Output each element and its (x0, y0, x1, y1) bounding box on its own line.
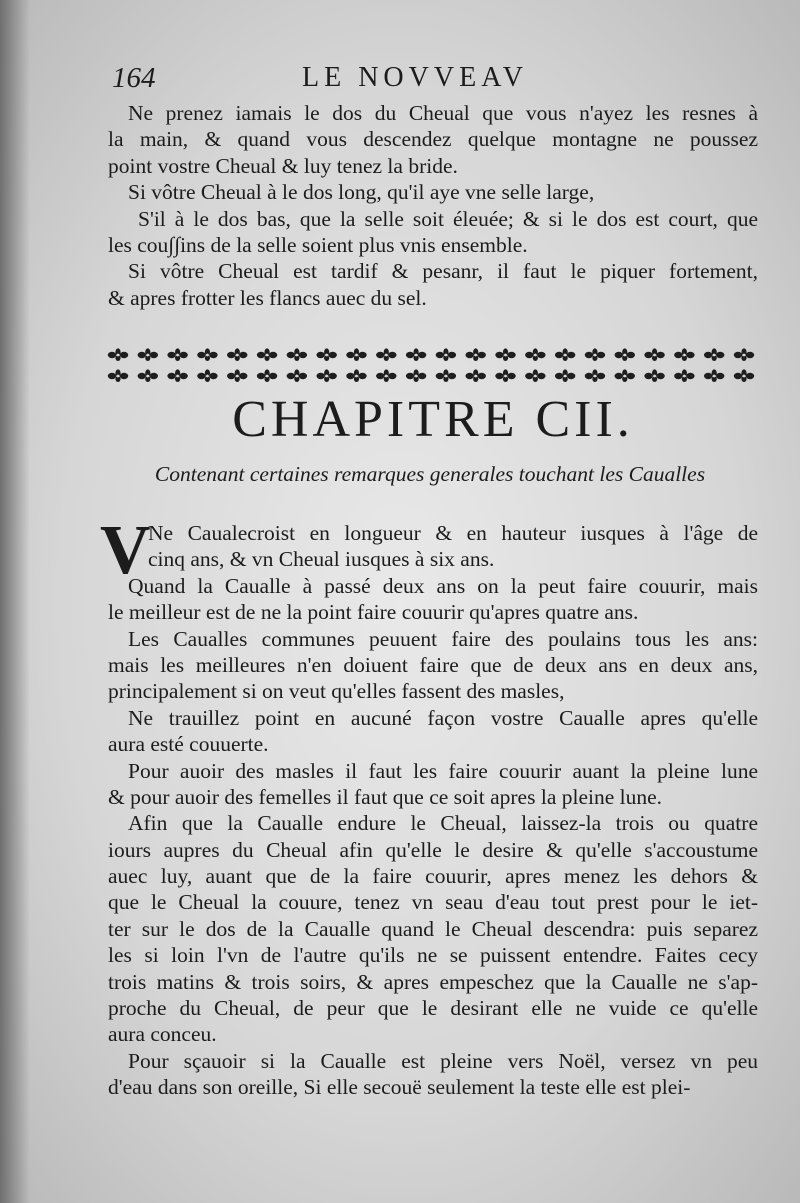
fleuron-ornament (287, 348, 307, 361)
text-line: le meilleur est de ne la point faire couurir qu'apres quatre ans. (108, 600, 639, 625)
text-line: iours aupres du Cheual afin qu'elle le desire & qu'elle s'accoustume (108, 837, 758, 862)
fleuron-ornament (585, 369, 605, 382)
fleuron-ornament (734, 348, 754, 361)
text-line: point vostre Cheual & luy tenez la bride. (108, 153, 458, 178)
fleuron-ornament (615, 348, 635, 361)
fleuron-ornament (376, 348, 396, 361)
fleuron-ornament (585, 348, 605, 361)
text-line: Ne Caualecroist en longueur & en hauteur iusques à l'âge de (148, 521, 758, 545)
text-line: proche du Cheual, de peur que le desirant elle ne vuide ce qu'elle (108, 996, 758, 1021)
fleuron-ornament (674, 369, 694, 382)
fleuron-ornament (436, 348, 456, 361)
chapter-title: CHAPITRE CII. (232, 391, 634, 448)
ornament-band (104, 344, 758, 388)
text-line: mais les meilleures n'en doiuent faire que de deux ans en deux ans, (108, 652, 758, 677)
text-line: Pour auoir des masles il faut les faire couurir auant la pleine lune (128, 758, 758, 783)
fleuron-ornament (167, 348, 187, 361)
fleuron-ornament (466, 369, 486, 382)
fleuron-ornament (227, 369, 247, 382)
text-line: auec luy, auant que de la faire couurir, apres menez les dehors & (108, 864, 758, 889)
fleuron-ornament (406, 348, 426, 361)
text-line: & apres frotter les flancs auec du sel. (108, 285, 427, 310)
fleuron-ornament (555, 348, 575, 361)
fleuron-ornament (466, 348, 486, 361)
fleuron-ornament (138, 369, 158, 382)
text-line: que le Cheual la couure, tenez vn seau d'eau tout prest pour le iet- (108, 890, 758, 915)
fleuron-ornament (257, 369, 277, 382)
fleuron-ornament (704, 369, 724, 382)
fleuron-ornament (138, 348, 158, 361)
fleuron-ornament (316, 369, 336, 382)
fleuron-ornament (644, 369, 664, 382)
fleuron-ornament (108, 348, 128, 361)
fleuron-ornament (734, 369, 754, 382)
text-line: Pour sçauoir si la Caualle est pleine vers Noël, versez vn peu (128, 1048, 758, 1073)
page-gutter-shadow (0, 0, 30, 1203)
text-line: Si vôtre Cheual à le dos long, qu'il aye vne selle large, (128, 180, 595, 205)
fleuron-ornament (674, 348, 694, 361)
fleuron-ornament (316, 348, 336, 361)
fleuron-ornament (108, 369, 128, 382)
drop-cap: V (100, 512, 151, 589)
running-head: LE NOVVEAV (302, 62, 529, 93)
fleuron-ornament (257, 348, 277, 361)
fleuron-ornament (495, 369, 515, 382)
text-line: trois matins & trois soirs, & apres empeschez que la Caualle ne s'ap- (108, 969, 758, 994)
text-line: & pour auoir des femelles il faut que ce soit apres la pleine lune. (108, 784, 663, 809)
fleuron-ornament (167, 369, 187, 382)
page-number: 164 (112, 62, 156, 94)
fleuron-ornament (615, 369, 635, 382)
text-line: Quand la Caualle à passé deux ans on la peut faire couurir, mais (128, 573, 758, 598)
text-line: d'eau dans son oreille, Si elle secouë seulement la teste elle est plei- (108, 1075, 691, 1100)
text-line: aura conceu. (108, 1022, 217, 1047)
chapter-subtitle: Contenant certaines remarques generales touchant les Caualles (154, 462, 706, 486)
fleuron-ornament (555, 369, 575, 382)
text-line: aura esté couuerte. (108, 732, 269, 757)
fleuron-ornament (346, 369, 366, 382)
top-text-block (108, 100, 758, 311)
fleuron-ornament (197, 348, 217, 361)
fleuron-ornament (644, 348, 664, 361)
fleuron-ornament (197, 369, 217, 382)
fleuron-ornament (525, 369, 545, 382)
text-line: les cou∫∫ins de la selle soient plus vnis ensemble. (108, 232, 528, 257)
fleuron-ornament (376, 369, 396, 382)
text-line: cinq ans, & vn Cheual iusques à six ans. (148, 547, 495, 572)
text-line: Ne trauillez point en aucuné façon vostre Caualle apres qu'elle (128, 705, 758, 730)
fleuron-ornament (704, 348, 724, 361)
text-line: Les Caualles communes peuuent faire des poulains tous les ans: (128, 626, 758, 651)
fleuron-ornament (287, 369, 307, 382)
body-text-block (108, 520, 758, 1101)
fleuron-ornament (346, 348, 366, 361)
text-line: les si loin l'vn de l'autre qu'ils ne se puissent entendre. Faites cecy (108, 943, 758, 968)
text-line: Ne prenez iamais le dos du Cheual que vous n'ayez les resnes à (128, 101, 758, 125)
fleuron-ornament (227, 348, 247, 361)
page-header (112, 58, 752, 98)
fleuron-ornament (406, 369, 426, 382)
fleuron-ornament (495, 348, 515, 361)
text-line: la main, & quand vous descendez quelque montagne ne poussez (108, 127, 758, 152)
text-line: Afin que la Caualle endure le Cheual, laissez-la trois ou quatre (128, 811, 758, 836)
text-line: S'il à le dos bas, que la selle soit éleuée; & si le dos est court, que (138, 206, 758, 231)
fleuron-ornament (525, 348, 545, 361)
fleuron-ornament (436, 369, 456, 382)
text-line: ter sur le dos de la Caualle quand le Cheual descendra: puis separez (108, 916, 758, 941)
text-line: principalement si on veut qu'elles fassent des masles, (108, 679, 565, 704)
text-line: Si vôtre Cheual est tardif & pesanr, il faut le piquer fortement, (128, 259, 758, 284)
